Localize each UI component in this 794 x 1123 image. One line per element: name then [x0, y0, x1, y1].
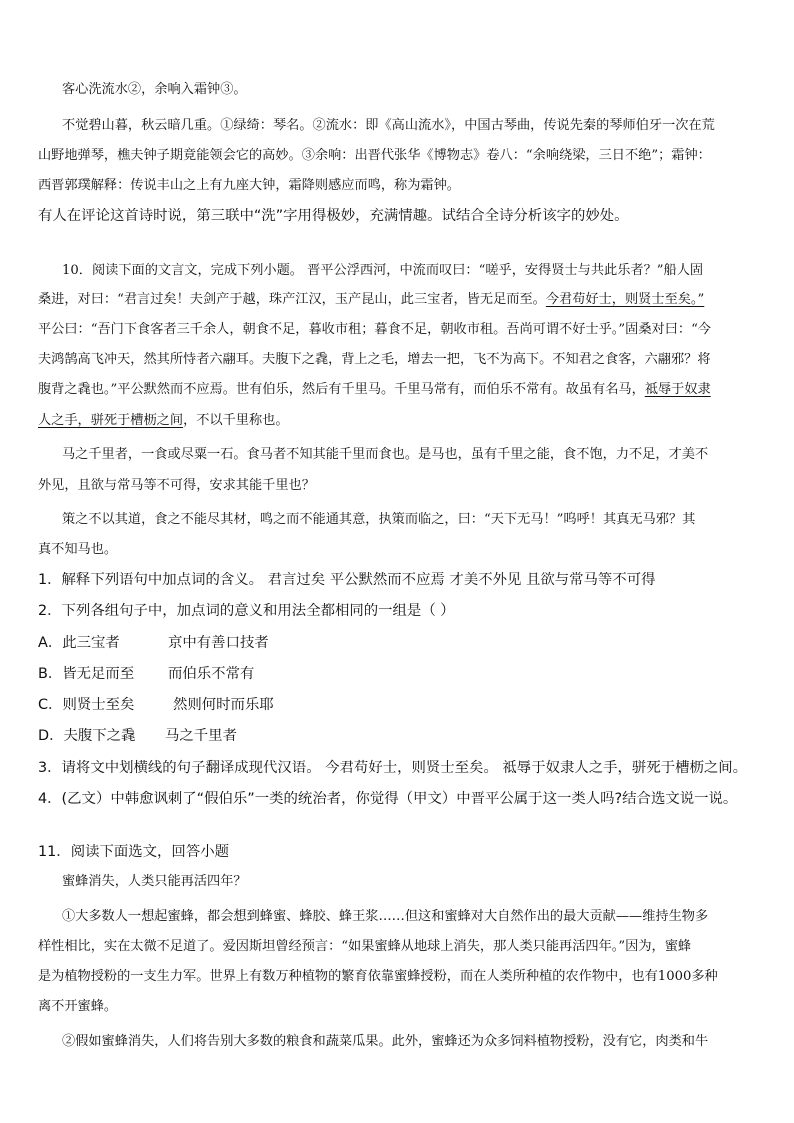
q10-passage-line: 平公曰：“吾门下食客者三千余人，朝食不足，暮收市租；暮食不足，朝收市租。吾尚可谓不好士乎。”固桑对曰：“今 [38, 322, 711, 337]
option-a-second: 京中有善口技者 [168, 635, 269, 651]
q10-passage-line: 马之千里者，一食或尽粟一石。食马者不知其能千里而食也。是马也，虽有千里之能，食不饱，力不足，才美不 [62, 447, 709, 462]
option-a-first: A．此三宝者 [38, 635, 120, 651]
option-d-first: D．夫腹下之毳 [38, 728, 136, 744]
q10-passage-line: 10．阅读下面的文言文，完成下列小题。 晋平公浮西河，中流而叹曰：“嗟乎，安得贤士与共此乐者？”船人固 [62, 263, 704, 278]
option-c-first: C．则贤士至矣 [38, 697, 135, 713]
article-paragraph: 是为植物授粉的一支生力军。世界上有数万种植物的繁育依靠蜜蜂授粉，而在人类所种植的农作物中，也有1000多种 [38, 969, 718, 984]
poem-line: 客心洗流水②，余响入霜钟③。 [62, 82, 247, 97]
option-d-second: 马之千里者 [165, 728, 237, 744]
option-b-first: B．皆无足而至 [38, 666, 135, 682]
article-title: 蜜蜂消失，人类只能再活四年？ [62, 874, 247, 889]
q10-passage-line: 夫鸿鹄高飞冲天，然其所恃者六翮耳。夫腹下之毳，背上之毛，增去一把，飞不为高下。不知君之食客，六翮邪？将 [38, 352, 711, 367]
passage-text: ，不以千里称也。 [183, 413, 289, 428]
q10-passage-line: 外见，且欲与常马等不可得，安求其能千里也？ [38, 478, 315, 493]
underlined-sentence: 今君苟好士，则贤士至矣。” [545, 292, 705, 307]
passage-text: 腹背之毳也。”平公默然而不应焉。世有伯乐，然后有千里马。千里马常有，而伯乐不常有。故虽有名马， [38, 382, 645, 397]
q10-passage-line [38, 411, 289, 431]
q10-passage-line [38, 290, 704, 310]
q10-passage-line: 策之不以其道，食之不能尽其材，鸣之而不能通其意，执策而临之，曰：“天下无马！”呜呼！其真无马邪？其 [62, 512, 696, 527]
q11-heading: 11．阅读下面选文，回答小题 [38, 844, 229, 860]
q10-subquestion-2: 2．下列各组句子中，加点词的意义和用法全都相同的一组是（ ） [38, 603, 455, 619]
underlined-sentence: 祗辱于奴隶 [644, 382, 711, 397]
q10-passage-line: 真不知马也。 [38, 542, 118, 557]
option-b [38, 664, 254, 684]
q10-passage-line [38, 380, 711, 400]
article-paragraph: 样性相比，实在太微不足道了。爱因斯坦曾经预言：“如果蜜蜂从地球上消失，那人类只能再活四年。”因为，蜜蜂 [38, 939, 692, 954]
option-c-second: 然则何时而乐耶 [173, 697, 274, 713]
article-paragraph: 离不开蜜蜂。 [38, 999, 118, 1014]
option-c [38, 695, 274, 715]
option-a [38, 633, 269, 653]
poem-question: 有人在评论这首诗时说，第三联中“洗”字用得极妙，充满情趣。试结合全诗分析该字的妙处。 [38, 208, 629, 224]
q10-subquestion-1: 1．解释下列语句中加点词的含义。 君言过矣 平公默然而不应焉 才美不外见 且欲与常马等不可得 [38, 572, 656, 588]
underlined-sentence: 人之手，骈死于槽枥之间 [38, 413, 184, 428]
option-b-second: 而伯乐不常有 [168, 666, 255, 682]
poem-notes: 不觉碧山暮，秋云暗几重。①绿绮：琴名。②流水：即《高山流水》，中国古琴曲，传说先秦的琴师伯牙一次在荒 [62, 118, 715, 133]
article-paragraph: ①大多数人一想起蜜蜂，都会想到蜂蜜、蜂胶、蜂王浆……但这和蜜蜂对大自然作出的最大贡献——维持生物多 [62, 909, 709, 924]
article-paragraph: ②假如蜜蜂消失，人们将告别大多数的粮食和蔬菜瓜果。此外，蜜蜂还为众多饲料植物授粉，没有它，肉类和牛 [62, 1034, 709, 1049]
poem-notes: 西晋郭璞解释：传说丰山之上有九座大钟，霜降则感应而鸣，称为霜钟。 [38, 178, 460, 193]
poem-notes: 山野地弹琴，樵夫钟子期竟能领会它的高妙。③余响：出晋代张华《博物志》卷八：“余响绕梁，三日不绝”；霜钟： [38, 148, 711, 163]
passage-text: 桑进，对曰：“君言过矣！夫剑产于越，珠产江汉，玉产昆山，此三宝者，皆无足而至。 [38, 292, 546, 307]
option-d [38, 726, 237, 746]
q10-subquestion-4: 4．(乙文）中韩愈讽刺了“假伯乐”一类的统治者，你觉得（甲文）中晋平公属于这一类人吗?结合选文说一说。 [38, 791, 738, 807]
q10-subquestion-3: 3．请将文中划横线的句子翻译成现代汉语。 今君苟好士，则贤士至矣。 祗辱于奴隶人之手，骈死于槽枥之间。 [38, 760, 748, 776]
